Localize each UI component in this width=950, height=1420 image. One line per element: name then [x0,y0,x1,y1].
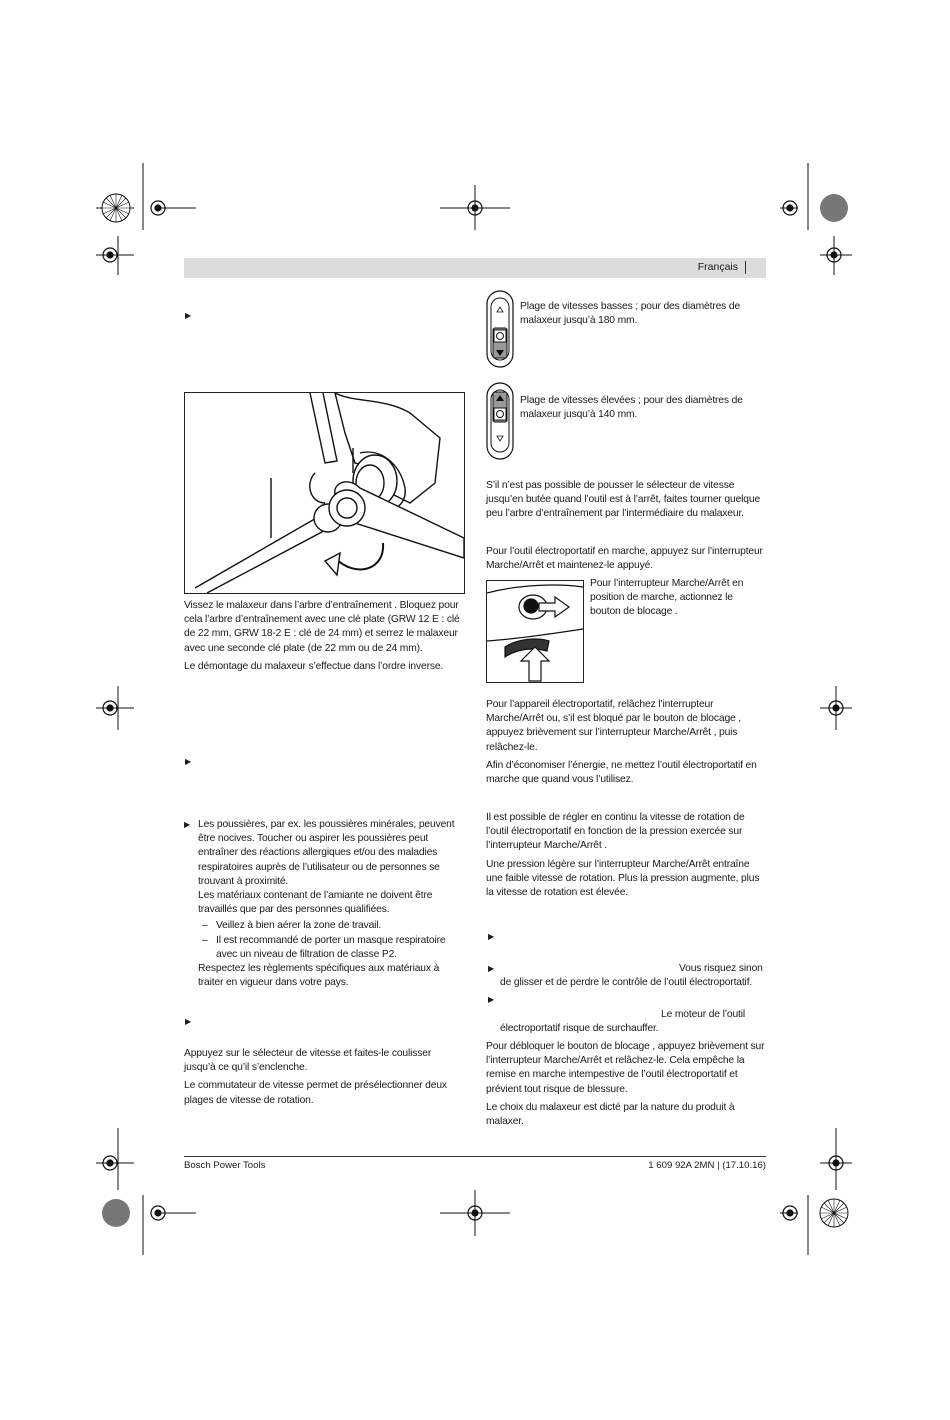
footer-rule [184,1156,766,1157]
footer-docnumber: 1 609 92A 2MN | (17.10.16) [648,1160,766,1171]
high-speed-text: Plage de vitesses élevées ; pour des diamètres de malaxeur jusqu’à 140 mm. [520,395,743,421]
amiante-text: Les matériaux contenant de l’amiante ne doivent être travaillés que par des personnes qualifiées. [198,890,433,916]
switch-lock-figure [486,580,584,683]
figure-caption: Vissez le malaxeur dans l’arbre d’entraînement . Bloquez pour cela l’arbre d’entraînement avec une clé plate (GRW 12 E : clé de 22 mm, GRW 18-2 E : clé de 24 mm) et serrez le malaxeur avec une seconde clé plate (de 22 mm ou de 24 mm). [184,600,460,654]
regles-text: Respectez les règlements spécifiques aux matériaux à traiter en vigueur dans votre pays. [198,963,440,989]
regulation-section [486,811,766,904]
risquez-text-a: Vous risquez sinon [679,963,763,974]
debloquer-section [486,1040,766,1133]
speed-switch-low-icon [486,290,514,368]
pour-blocage-text: Pour l’interrupteur Marche/Arrêt en position de marche, actionnez le bouton de blocage . [590,578,744,618]
demontage-text: Le démontage du malaxeur s’effectue dans l’ordre inverse. [184,660,444,672]
moteur-text-a: Le moteur de l’outil [661,1009,746,1020]
risquez-text-b: de glisser et de perdre le contrôle de l’outil électroportatif. [500,977,753,988]
commutateur-text: Le commutateur de vitesse permet de présélectionner deux plages de vitesse de rotation. [184,1080,447,1106]
warning-triangle-icon: ▶ [185,1017,192,1026]
debloquer-text: Pour débloquer le bouton de blocage , appuyez brièvement sur l’interrupteur Marche/Arrêt et relâchez-le. Cela empêche la remise en marche intempestive de l’outil électroportatif et prévient tout risque de blessure. [486,1041,765,1095]
pression-text: Une pression légère sur l’interrupteur Marche/Arrêt entraîne une faible vitesse de rotation. Plus la pression augmente, plus la vitesse de rotation est élevée. [486,858,760,899]
dash-item: – Il est recommandé de porter un masque respiratoire avec un niveau de filtration de classe P2. [184,934,464,962]
pour-marche-text: Pour l’outil électroportatif en marche, appuyez sur l’interrupteur Marche/Arrêt et maintenez-le appuyé. [486,546,763,572]
choix-text: Le choix du malaxeur est dicté par la nature du produit à malaxer. [486,1101,735,1128]
dust-warning: ▶ Les poussières, par ex. les poussières minérales, peuvent être nocives. Toucher ou aspirer les poussières peut entraîner des réactions allergiques et/ou des maladies respiratoires auprès de l’utilisateur ou de personnes se trouvant à proximité. [184,818,464,889]
sil-text: S’il n’est pas possible de pousser le sélecteur de vitesse jusqu’en butée quand l’outil est à l’arrêt, faites tourner quelque peu l’arbre d’entraînement par l’intermédiaire du malaxeur. [486,480,761,520]
regler-text: Il est possible de régler en continu la vitesse de rotation de l’outil électroportatif en fonction de la pression exercée sur l’interrupteur Marche/Arrêt . [486,812,745,852]
mixer-assembly-figure [184,392,465,594]
dust-section [184,818,464,990]
speed-switch-high-icon [486,382,514,460]
footer-brand: Bosch Power Tools [184,1160,266,1171]
warning-triangle-icon: ▶ [185,757,192,766]
pour-arret-text: Pour l’appareil électroportatif, relâchez l’interrupteur Marche/Arrêt ou, s’il est bloqué par le bouton de blocage , appuyez brièvement sur l’interrupteur Marche/Arrêt , puis relâchez-le. [486,699,742,753]
moteur-text-b: électroportatif risque de surchauffer. [500,1023,659,1034]
warning-triangle-icon: ▶ [185,311,192,320]
low-speed-text: Plage de vitesses basses ; pour des diamètres de malaxeur jusqu’à 180 mm. [520,301,741,327]
warning-triangle-icon: ▶ [488,932,495,941]
energie-text: Afin d’économiser l’énergie, ne mettez l’outil électroportatif en marche que quand vous l’utilisez. [486,759,757,786]
wrench-illustration [185,393,464,593]
left-column-text [184,599,464,678]
arret-section [486,698,766,791]
warning-triangle-icon: ▶ [488,995,495,1004]
warning-triangle-icon: ▶ [488,964,495,973]
dash-item: – Veillez à bien aérer la zone de travail. [184,919,464,933]
speed-selector-section [184,1047,464,1112]
header-language: Français [697,261,738,273]
selecteur-text: Appuyez sur le sélecteur de vitesse et faites-le coulisser jusqu’à ce qu’il s’enclenche. [184,1048,432,1074]
